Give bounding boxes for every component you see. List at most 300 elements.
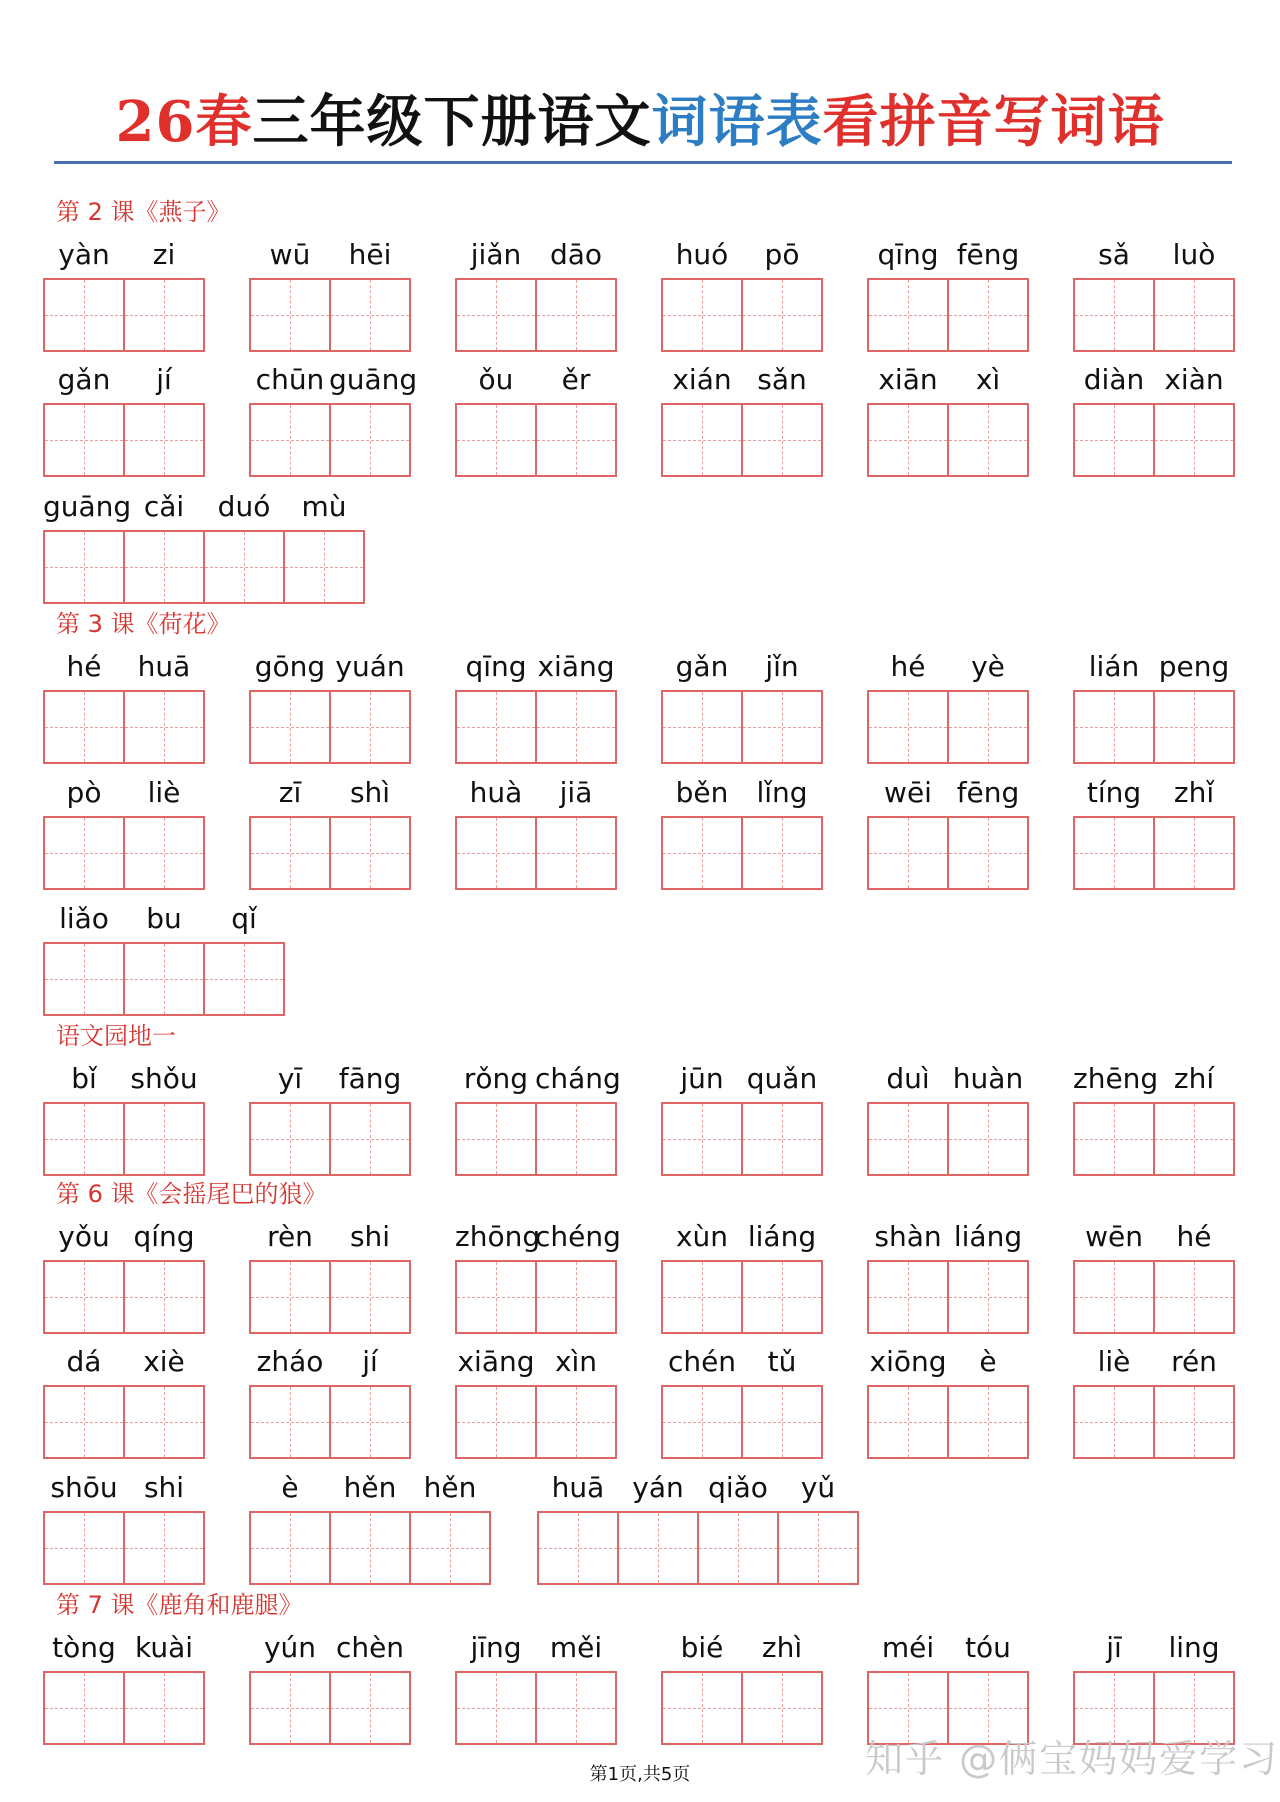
tianzige-cell <box>1153 690 1235 764</box>
tianzige-cell <box>123 816 205 890</box>
pinyin-syllable: zhí <box>1173 1062 1215 1095</box>
word-item <box>661 359 823 479</box>
pinyin-syllable: pò <box>66 776 102 809</box>
writing-grid <box>1073 816 1235 890</box>
writing-grid <box>43 530 365 604</box>
tianzige-cell <box>947 816 1029 890</box>
tianzige-cell <box>123 690 205 764</box>
tianzige-cell <box>329 690 411 764</box>
pinyin-syllable: yǔ <box>800 1471 836 1504</box>
tianzige-cell <box>867 816 949 890</box>
pinyin-syllable: chūn <box>255 363 325 396</box>
writing-grid <box>1073 1385 1235 1459</box>
writing-grid <box>249 690 411 764</box>
pinyin-syllable: xiàn <box>1164 363 1224 396</box>
word-item <box>249 1216 411 1336</box>
word-item <box>867 234 1029 354</box>
pinyin-syllable: sǎ <box>1098 238 1130 271</box>
writing-grid <box>43 1511 205 1585</box>
word-item <box>537 1467 859 1587</box>
writing-grid <box>867 816 1029 890</box>
writing-grid <box>1073 1260 1235 1334</box>
pinyin-syllable: jiā <box>559 776 593 809</box>
word-item <box>43 1216 205 1336</box>
pinyin-syllable: shàn <box>874 1220 942 1253</box>
pinyin-syllable: wēn <box>1085 1220 1143 1253</box>
word-item <box>1073 1341 1235 1461</box>
section-heading: 第 3 课《荷花》 <box>56 610 231 638</box>
tianzige-cell <box>741 816 823 890</box>
tianzige-cell <box>43 1671 125 1745</box>
writing-grid <box>43 942 285 1016</box>
pinyin-syllable: jiǎn <box>470 238 522 271</box>
writing-grid <box>249 403 411 477</box>
writing-grid <box>249 1385 411 1459</box>
tianzige-cell <box>867 690 949 764</box>
tianzige-cell <box>43 690 125 764</box>
writing-grid <box>455 403 617 477</box>
tianzige-cell <box>249 1385 331 1459</box>
writing-grid <box>43 403 205 477</box>
tianzige-cell <box>329 278 411 352</box>
word-item <box>43 1467 205 1587</box>
tianzige-cell <box>947 278 1029 352</box>
tianzige-cell <box>661 816 743 890</box>
pinyin-syllable: dāo <box>549 238 603 271</box>
tianzige-cell <box>661 403 743 477</box>
word-item <box>249 359 418 479</box>
tianzige-cell <box>329 1671 411 1745</box>
writing-grid <box>455 1671 617 1745</box>
tianzige-cell <box>123 1671 205 1745</box>
word-item <box>43 486 365 606</box>
pinyin-syllable: duó <box>217 490 271 523</box>
title-divider <box>54 161 1232 164</box>
tianzige-cell <box>249 690 331 764</box>
word-item <box>661 234 823 354</box>
writing-grid <box>661 816 823 890</box>
pinyin-syllable: chéng <box>535 1220 621 1253</box>
word-item <box>249 646 411 766</box>
pinyin-syllable: guāng <box>329 363 418 396</box>
pinyin-syllable: zhì <box>761 1631 803 1664</box>
tianzige-cell <box>329 403 411 477</box>
pinyin-syllable: wū <box>269 238 311 271</box>
tianzige-cell <box>329 1102 411 1176</box>
tianzige-cell <box>535 278 617 352</box>
pinyin-syllable: qiǎo <box>708 1471 768 1504</box>
tianzige-cell <box>249 1260 331 1334</box>
word-item <box>249 234 411 354</box>
word-item <box>455 1627 617 1747</box>
tianzige-cell <box>535 403 617 477</box>
pinyin-syllable: bǐ <box>71 1062 97 1095</box>
tianzige-cell <box>329 1511 411 1585</box>
tianzige-cell <box>43 278 125 352</box>
tianzige-cell <box>741 690 823 764</box>
word-item <box>867 1341 1029 1461</box>
tianzige-cell <box>283 530 365 604</box>
tianzige-cell <box>741 1260 823 1334</box>
tianzige-cell <box>867 1260 949 1334</box>
tianzige-cell <box>867 1385 949 1459</box>
pinyin-syllable: zhēng <box>1073 1062 1159 1095</box>
tianzige-cell <box>535 1102 617 1176</box>
tianzige-cell <box>661 278 743 352</box>
pinyin-syllable: jí <box>362 1345 378 1378</box>
tianzige-cell <box>947 690 1029 764</box>
writing-grid <box>661 1102 823 1176</box>
word-item <box>661 772 823 892</box>
pinyin-syllable: jīng <box>470 1631 522 1664</box>
pinyin-syllable: mù <box>301 490 347 523</box>
tianzige-cell <box>43 942 125 1016</box>
pinyin-syllable: rèn <box>267 1220 313 1253</box>
word-item <box>249 1058 411 1178</box>
word-item <box>455 1341 617 1461</box>
word-item <box>867 1058 1029 1178</box>
tianzige-cell <box>1153 1385 1235 1459</box>
pinyin-syllable: hěn <box>343 1471 397 1504</box>
pinyin-syllable: quǎn <box>746 1062 818 1095</box>
pinyin-syllable: hěn <box>423 1471 477 1504</box>
writing-grid <box>43 278 205 352</box>
pinyin-syllable: è <box>281 1471 299 1504</box>
tianzige-cell <box>43 403 125 477</box>
writing-grid <box>249 1671 411 1745</box>
word-item <box>43 359 205 479</box>
pinyin-syllable: huā <box>137 650 191 683</box>
pinyin-syllable: guāng <box>43 490 132 523</box>
tianzige-cell <box>741 1385 823 1459</box>
word-item <box>43 898 285 1018</box>
writing-grid <box>249 1511 491 1585</box>
writing-grid <box>43 690 205 764</box>
tianzige-cell <box>249 403 331 477</box>
tianzige-cell <box>1073 1385 1155 1459</box>
tianzige-cell <box>455 1260 537 1334</box>
tianzige-cell <box>203 530 285 604</box>
pinyin-syllable: xiè <box>143 1345 185 1378</box>
tianzige-cell <box>455 1671 537 1745</box>
writing-grid <box>867 690 1029 764</box>
pinyin-syllable: ěr <box>561 363 591 396</box>
tianzige-cell <box>535 690 617 764</box>
pinyin-syllable: fēng <box>956 238 1020 271</box>
writing-grid <box>455 278 617 352</box>
tianzige-cell <box>741 1671 823 1745</box>
tianzige-cell <box>249 816 331 890</box>
writing-grid <box>249 1102 411 1176</box>
pinyin-syllable: chèn <box>335 1631 405 1664</box>
tianzige-cell <box>43 1102 125 1176</box>
pinyin-syllable: yuán <box>335 650 405 683</box>
pinyin-syllable: qīng <box>877 238 939 271</box>
pinyin-syllable: shì <box>349 776 391 809</box>
tianzige-cell <box>661 1671 743 1745</box>
pinyin-syllable: shi <box>349 1220 391 1253</box>
pinyin-syllable: hēi <box>348 238 392 271</box>
writing-grid <box>661 690 823 764</box>
tianzige-cell <box>661 690 743 764</box>
title-part: 26春 <box>115 89 253 155</box>
writing-grid <box>661 278 823 352</box>
word-item <box>1073 234 1235 354</box>
section-heading: 第 6 课《会摇尾巴的狼》 <box>56 1180 327 1208</box>
writing-grid <box>43 1671 205 1745</box>
word-item <box>455 772 617 892</box>
word-item <box>43 1341 205 1461</box>
pinyin-syllable: dá <box>66 1345 102 1378</box>
tianzige-cell <box>123 278 205 352</box>
word-item <box>661 1058 823 1178</box>
pinyin-syllable: hé <box>1176 1220 1212 1253</box>
pinyin-syllable: bié <box>680 1631 724 1664</box>
pinyin-syllable: qǐ <box>231 902 257 935</box>
pinyin-syllable: è <box>979 1345 997 1378</box>
pinyin-syllable: hé <box>66 650 102 683</box>
tianzige-cell <box>1153 403 1235 477</box>
word-item <box>661 1627 823 1747</box>
page-footer: 第1页,共5页 <box>589 1764 691 1785</box>
writing-grid <box>867 1260 1029 1334</box>
pinyin-syllable: zī <box>278 776 302 809</box>
word-item <box>455 1216 621 1336</box>
pinyin-syllable: liáng <box>747 1220 817 1253</box>
writing-grid <box>43 1102 205 1176</box>
tianzige-cell <box>409 1511 491 1585</box>
tianzige-cell <box>123 1260 205 1334</box>
pinyin-syllable: fēng <box>956 776 1020 809</box>
tianzige-cell <box>867 1102 949 1176</box>
tianzige-cell <box>867 278 949 352</box>
pinyin-syllable: cǎi <box>143 490 185 523</box>
word-item <box>249 1627 411 1747</box>
writing-grid <box>43 1260 205 1334</box>
tianzige-cell <box>455 403 537 477</box>
writing-grid <box>1073 278 1235 352</box>
word-item <box>867 772 1029 892</box>
writing-grid <box>661 1385 823 1459</box>
tianzige-cell <box>947 1385 1029 1459</box>
writing-grid <box>249 1260 411 1334</box>
word-item <box>867 1216 1029 1336</box>
pinyin-syllable: tǔ <box>767 1345 797 1378</box>
pinyin-syllable: xiāng <box>457 1345 535 1378</box>
tianzige-cell <box>43 1511 125 1585</box>
word-item <box>661 1341 823 1461</box>
pinyin-syllable: wēi <box>884 776 932 809</box>
pinyin-syllable: pō <box>764 238 800 271</box>
tianzige-cell <box>1073 1260 1155 1334</box>
pinyin-syllable: liáng <box>953 1220 1023 1253</box>
tianzige-cell <box>661 1260 743 1334</box>
pinyin-syllable: měi <box>549 1631 603 1664</box>
tianzige-cell <box>123 1511 205 1585</box>
pinyin-syllable: tòng <box>52 1631 116 1664</box>
writing-grid <box>867 1102 1029 1176</box>
pinyin-syllable: liǎo <box>59 902 109 935</box>
pinyin-syllable: ling <box>1168 1631 1220 1664</box>
tianzige-cell <box>947 403 1029 477</box>
tianzige-cell <box>1153 278 1235 352</box>
tianzige-cell <box>43 1260 125 1334</box>
section-heading: 第 2 课《燕子》 <box>56 198 231 226</box>
pinyin-syllable: tóu <box>965 1631 1011 1664</box>
word-item <box>43 646 205 766</box>
pinyin-syllable: xùn <box>675 1220 729 1253</box>
tianzige-cell <box>947 1102 1029 1176</box>
pinyin-syllable: xì <box>975 363 1001 396</box>
writing-grid <box>43 816 205 890</box>
pinyin-syllable: yún <box>263 1631 317 1664</box>
writing-grid <box>867 403 1029 477</box>
tianzige-cell <box>203 942 285 1016</box>
writing-grid <box>661 403 823 477</box>
pinyin-syllable: liè <box>147 776 181 809</box>
pinyin-syllable: jí <box>156 363 172 396</box>
pinyin-syllable: gǎn <box>57 363 111 396</box>
tianzige-cell <box>455 690 537 764</box>
pinyin-syllable: kuài <box>134 1631 194 1664</box>
word-item <box>455 359 617 479</box>
tianzige-cell <box>249 1671 331 1745</box>
tianzige-cell <box>741 403 823 477</box>
word-item <box>249 772 411 892</box>
tianzige-cell <box>661 1102 743 1176</box>
pinyin-syllable: huà <box>469 776 523 809</box>
tianzige-cell <box>123 1385 205 1459</box>
word-item <box>455 646 617 766</box>
tianzige-cell <box>777 1511 859 1585</box>
pinyin-syllable: běn <box>675 776 729 809</box>
tianzige-cell <box>329 1385 411 1459</box>
tianzige-cell <box>1073 690 1155 764</box>
tianzige-cell <box>329 1260 411 1334</box>
pinyin-syllable: fāng <box>338 1062 402 1095</box>
tianzige-cell <box>741 278 823 352</box>
word-item <box>1073 646 1235 766</box>
writing-grid <box>455 1102 617 1176</box>
pinyin-syllable: gǎn <box>675 650 729 683</box>
tianzige-cell <box>455 278 537 352</box>
pinyin-syllable: peng <box>1158 650 1230 683</box>
tianzige-cell <box>123 403 205 477</box>
writing-grid <box>249 816 411 890</box>
pinyin-syllable: huó <box>675 238 729 271</box>
tianzige-cell <box>535 1385 617 1459</box>
tianzige-cell <box>947 1260 1029 1334</box>
pinyin-syllable: shōu <box>50 1471 118 1504</box>
word-item <box>867 646 1029 766</box>
writing-grid <box>1073 403 1235 477</box>
word-item <box>661 1216 823 1336</box>
pinyin-syllable: shǒu <box>130 1062 198 1095</box>
tianzige-cell <box>123 1102 205 1176</box>
word-item <box>249 1341 411 1461</box>
writing-grid <box>867 278 1029 352</box>
pinyin-syllable: liè <box>1097 1345 1131 1378</box>
pinyin-syllable: huàn <box>952 1062 1024 1095</box>
tianzige-cell <box>1153 816 1235 890</box>
tianzige-cell <box>1153 1260 1235 1334</box>
word-item <box>661 646 823 766</box>
writing-grid <box>661 1260 823 1334</box>
tianzige-cell <box>1073 403 1155 477</box>
tianzige-cell <box>537 1511 619 1585</box>
pinyin-syllable: qīng <box>465 650 527 683</box>
tianzige-cell <box>617 1511 699 1585</box>
pinyin-syllable: jī <box>1106 1631 1122 1664</box>
pinyin-syllable: hé <box>890 650 926 683</box>
pinyin-syllable: qíng <box>133 1220 195 1253</box>
pinyin-syllable: zháo <box>256 1345 324 1378</box>
pinyin-syllable: xiāng <box>537 650 615 683</box>
tianzige-cell <box>1073 816 1155 890</box>
pinyin-syllable: chén <box>667 1345 737 1378</box>
word-item <box>455 1058 621 1178</box>
word-item <box>43 772 205 892</box>
tianzige-cell <box>249 278 331 352</box>
pinyin-syllable: gōng <box>254 650 326 683</box>
tianzige-cell <box>329 816 411 890</box>
tianzige-cell <box>123 530 205 604</box>
pinyin-syllable: yán <box>632 1471 684 1504</box>
pinyin-syllable: xìn <box>554 1345 598 1378</box>
writing-grid <box>537 1511 859 1585</box>
tianzige-cell <box>249 1511 331 1585</box>
watermark: 知乎 @俩宝妈妈爱学习 <box>865 1737 1280 1781</box>
word-item <box>249 1467 491 1587</box>
tianzige-cell <box>741 1102 823 1176</box>
pinyin-syllable: yǒu <box>58 1220 110 1253</box>
pinyin-syllable: méi <box>881 1631 935 1664</box>
tianzige-cell <box>455 1102 537 1176</box>
pinyin-syllable: xiān <box>878 363 938 396</box>
tianzige-cell <box>1073 278 1155 352</box>
word-item <box>43 1058 205 1178</box>
pinyin-syllable: ǒu <box>478 363 514 396</box>
pinyin-syllable: jǐn <box>765 650 799 683</box>
tianzige-cell <box>43 816 125 890</box>
tianzige-cell <box>535 1260 617 1334</box>
tianzige-cell <box>535 1671 617 1745</box>
pinyin-syllable: jūn <box>680 1062 724 1095</box>
tianzige-cell <box>43 530 125 604</box>
pinyin-syllable: yè <box>971 650 1005 683</box>
writing-grid <box>455 1260 617 1334</box>
tianzige-cell <box>249 1102 331 1176</box>
pinyin-syllable: luò <box>1172 238 1216 271</box>
pinyin-syllable: xiōng <box>869 1345 947 1378</box>
pinyin-syllable: shi <box>143 1471 185 1504</box>
tianzige-cell <box>1153 1102 1235 1176</box>
pinyin-syllable: yī <box>277 1062 303 1095</box>
pinyin-syllable: tíng <box>1086 776 1142 809</box>
pinyin-syllable: zhǐ <box>1173 776 1215 809</box>
pinyin-syllable: sǎn <box>757 363 807 396</box>
tianzige-cell <box>867 403 949 477</box>
section-heading: 语文园地一 <box>56 1022 176 1050</box>
tianzige-cell <box>455 1385 537 1459</box>
pinyin-syllable: lǐng <box>756 776 808 809</box>
word-item <box>1073 1058 1235 1178</box>
word-item <box>867 359 1029 479</box>
pinyin-syllable: cháng <box>535 1062 621 1095</box>
tianzige-cell <box>123 942 205 1016</box>
page-title <box>0 78 1280 158</box>
writing-grid <box>867 1385 1029 1459</box>
